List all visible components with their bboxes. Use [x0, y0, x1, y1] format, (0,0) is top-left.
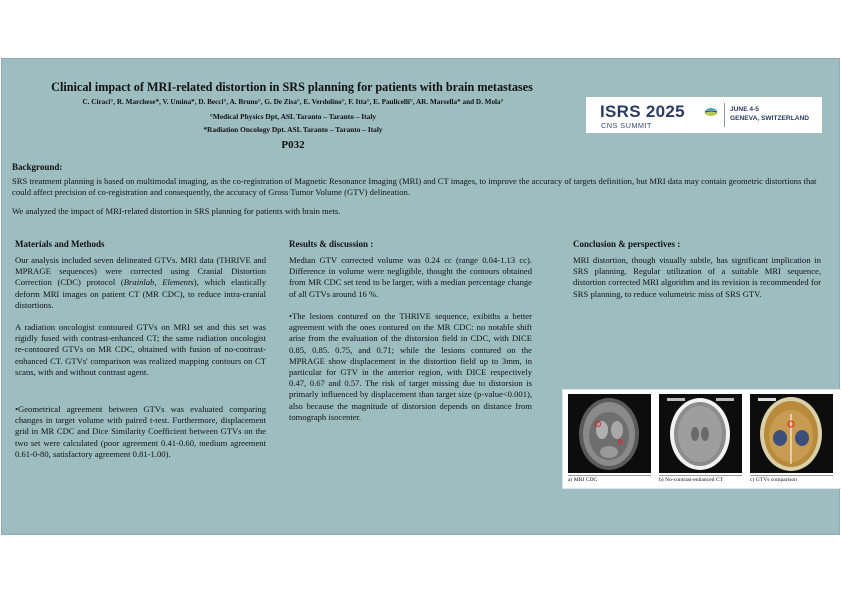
no-contrast-ct-image — [659, 394, 742, 473]
figure-image-comparison — [562, 389, 841, 489]
conference-logo — [586, 97, 822, 133]
affiliation-medical-physics: °Medical Physics Dpt, ASL Taranto – Taranto – Italy — [209, 112, 377, 121]
logo-divider — [724, 103, 725, 127]
poster-code: P032 — [281, 139, 305, 151]
logo-title: ISRS 2025 — [600, 102, 685, 121]
gtvs-comparison-image — [750, 394, 833, 473]
methods-paragraph-3: •Geometrical agreement between GTVs was evaluated comparing changes in target volume with paired t-test. Furthermore, displacement grid in MR CDC and Dice Similarity Coefficient between GTVs on the two set were calculated (poor agreement 0.41-0.60, medium agreement 0.61-0-80, satisfactory agreement 0.81-1.00). — [15, 404, 266, 459]
caption-gtvs-comparison: c) GTVs comparison — [750, 475, 833, 483]
logo-date: JUNE 4-5 — [730, 106, 759, 113]
conclusion-paragraph: MRI distortion, though visually subtle, has significant implication in SRS planning. Regular utilization of a suitable MRI sequence, distortion corrected MRI algorithm and its revision is recommended for SRS planning, to reduce volumetric miss of SRS GTV. — [573, 255, 821, 299]
methods-heading: Materials and Methods — [15, 239, 105, 249]
poster-panel — [1, 58, 840, 535]
results-paragraph-1: Median GTV corrected volume was 0.24 cc (range 0.04-1.13 cc). Difference in volume were negligible, thought the contours obtained from MR CDC set tend to be larger, with a median percentage change of all GTVs around 16 %. — [289, 255, 532, 299]
methods-paragraph-1 — [15, 255, 266, 311]
caption-no-contrast-ct: b) No-contrast-enhanced CT — [659, 475, 742, 483]
background-heading: Background: — [12, 162, 63, 172]
background-aim: We analyzed the impact of MRI-related distortion in SRS planning for patients with brain mets. — [12, 206, 341, 216]
logo-subtitle: CNS SUMMIT — [601, 121, 652, 130]
conclusion-heading: Conclusion & perspectives : — [573, 239, 681, 249]
background-text: SRS treatment planning is based on multimodal imaging, as the co-registration of Magnetic Resonance Imaging (MRI) and CT images, to improve the accuracy of targets definition, but MRI data may contain geometric distortions that could affect precision of co-registration and consequently, the accuracy of Gross Tumor Volume (GTV) delineation. — [12, 176, 817, 198]
methods-p1-start: Our analysis included seven delineated GTVs. MRI data (THRIVE and MPRAGE sequences) were corrected using Cranial Distortion Correction (CDC) protocol ( — [15, 255, 266, 288]
results-heading: Results & discussion : — [289, 239, 374, 249]
logo-swirl-icon — [703, 104, 719, 120]
methods-p1-end: ), which elastically deform MRI images on patient CT (MR CDC), to reduce intra-cranial distortions. — [15, 277, 266, 310]
affiliation-radiation-oncology: *Radiation Oncology Dpt. ASL Taranto – Taranto – Italy — [203, 125, 383, 134]
methods-paragraph-2: A radiation oncologist contoured GTVs on MRI set and this set was rigidly fused with contrast-enhanced CT; the same radiation oncologist re-contoured GTVs on MR CDC, obtained with fusion of no-contrast-enhanced CT. GTVs' comparison was realized mapping contours on CT scans, with and without contrast agent. — [15, 322, 266, 377]
results-paragraph-2: •The lesions contured on the THRIVE sequence, exibiths a better agreement with the ones contured on the MR CDC: no notable shift arise from the evaluation of the distorsion field in CDC, with DICE 0.85, 0.85. 0.75, and 0.71; while the lesions contured on the MPRAGE show displacement in the distortion field up to 3mm, in particular for GTV in the anterior region, with DICE respectively 0.47, 0.67 and 0.57. The risk of target missing due to distorsion is primarly influenced by displacement than target size (p-value<0.001), also because the magnitude of distorsion depends on distance from tomograph isocenter. — [289, 311, 532, 422]
author-list: C. Ciraci°, R. Marchese*, V. Umina*, D. Becci°, A. Bruno°, G. De Zisa°, E. Verdolino°, F. Itta°, E. Paulicelli°, AR. Marsella* and D. Mola° — [82, 98, 504, 106]
poster-title: Clinical impact of MRI-related distortion in SRS planning for patients with brain metastases — [51, 80, 533, 94]
caption-mri-cdc: a) MRI CDC — [568, 475, 651, 483]
methods-p1-software: Brainlab, Elements — [123, 277, 194, 288]
mri-cdc-image — [568, 394, 651, 473]
logo-location: GENEVA, SWITZERLAND — [730, 115, 810, 122]
logo-date-location — [730, 105, 809, 123]
